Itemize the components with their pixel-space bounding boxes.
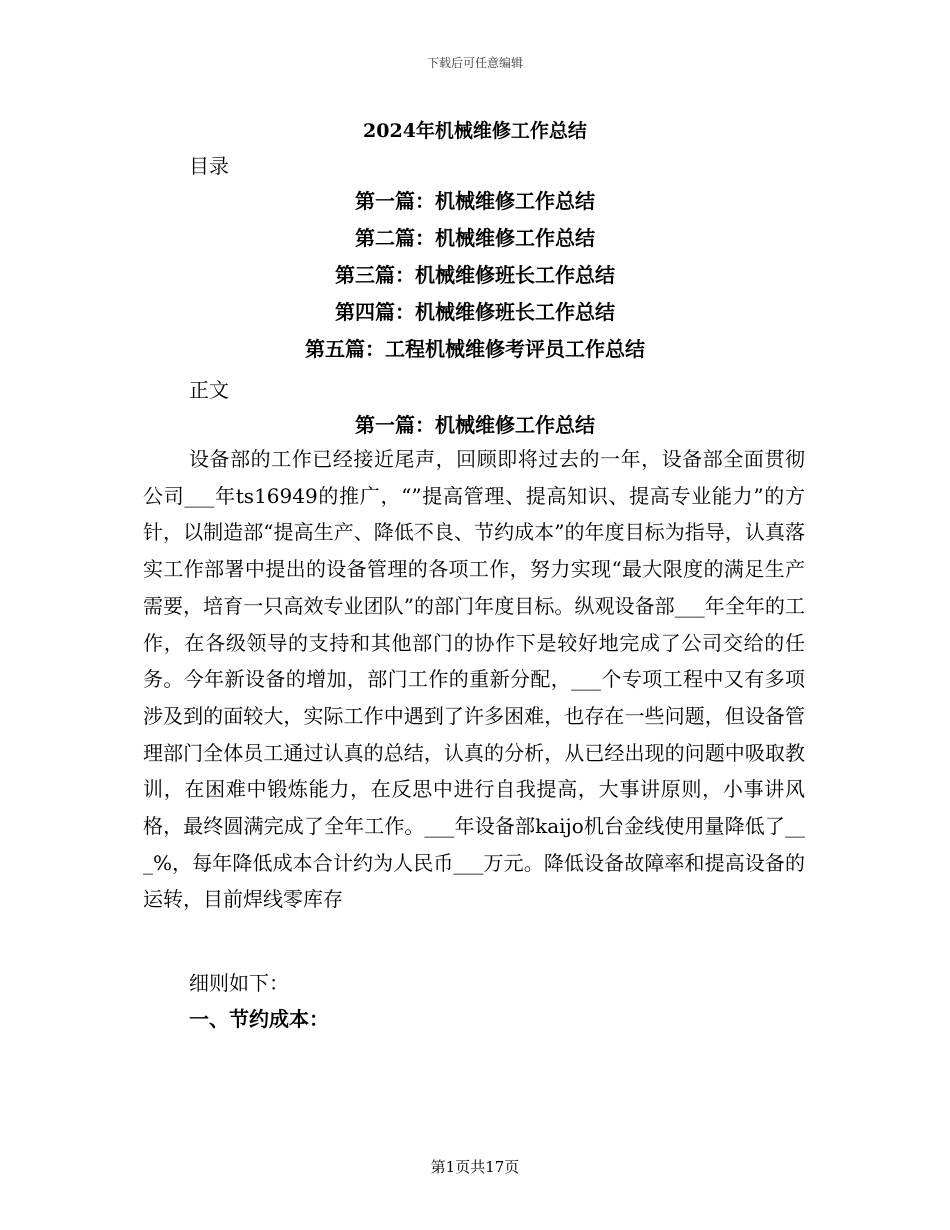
body-label: 正文 [189,378,229,402]
detail-label: 细则如下： [189,971,289,995]
toc-item: 第二篇：机械维修工作总结 [355,226,595,250]
subheading: 一、节约成本： [189,1007,329,1031]
toc-item: 第四篇：机械维修班长工作总结 [335,300,615,324]
toc-item: 第一篇：机械维修工作总结 [355,189,595,213]
header-note: 下载后可任意编辑 [426,56,523,70]
page-footer: 第1页共17页 [430,1158,520,1176]
toc-item: 第三篇：机械维修班长工作总结 [335,263,615,287]
document-title: 2024年机械维修工作总结 [363,120,587,142]
body-paragraph: 设备部的工作已经接近尾声，回顾即将过去的一年，设备部全面贯彻公司___年ts16949的推广，“”提高管理、提高知识、提高专业能力”的方针，以制造部“提高生产、降低不良、节约成本”的年度目标为指导，认真落实工作部署中提出的设备管理的各项工作，努力实现“最大限度的满足生产需要，培育一只高效专业团队”的部门年度目标。纵观设备部___年全年的工作，在各级领导的支持和其他部门的协作下是较好地完成了公司交给的任务。今年新设备的增加，部门工作的重新分配，___个专项工程中又有多项涉及到的面较大，实际工作中遇到了许多困难，也存在一些问题，但设备管理部门全体员工通过认真的总结，认真的分析，从已经出现的问题中吸取教训，在困难中锻炼能力，在反思中进行自我提高，大事讲原则，小事讲风格，最终圆满完成了全年工作。___年设备部kaijo机台金线使用量降低了___%，每年降低成本合计约为人民币___万元。降低设备故障率和提高设备的运转，目前焊线零库存 [143,447,805,912]
toc-item: 第五篇：工程机械维修考评员工作总结 [305,337,645,361]
section-heading: 第一篇：机械维修工作总结 [355,413,595,437]
table-of-contents [0,186,950,371]
toc-label: 目录 [189,154,229,178]
